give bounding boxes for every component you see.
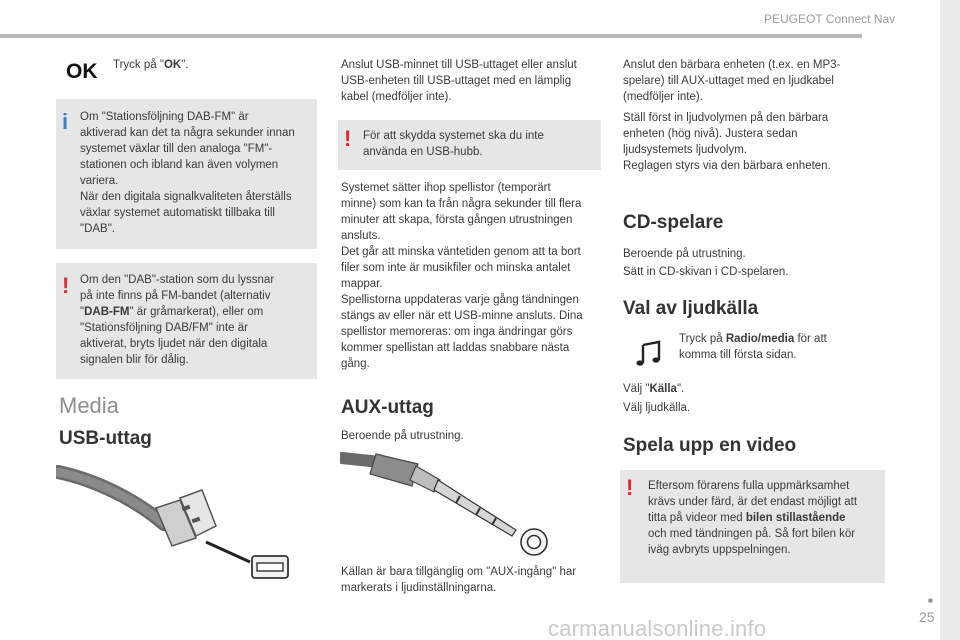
heading-source: Val av ljudkälla	[623, 298, 759, 319]
heading-video: Spela upp en video	[623, 435, 797, 456]
warning-icon: !	[62, 273, 70, 298]
source-select2-text: Välj ljudkälla.	[623, 402, 691, 414]
aux-jack-illustration	[340, 450, 554, 560]
warning-note-usb-hub	[338, 120, 601, 170]
aux-equipment-text: Beroende på utrustning.	[341, 430, 464, 442]
page-marker: ■	[928, 596, 933, 605]
warning-icon: !	[626, 475, 634, 500]
ok-instruction: Tryck på "OK".	[113, 59, 189, 71]
cd-equipment-text: Beroende på utrustning.	[623, 248, 746, 260]
usb-cable-illustration	[56, 460, 296, 584]
ok-button-icon: OK	[66, 60, 98, 83]
heading-cd: CD-spelare	[623, 212, 724, 233]
heading-usb: USB-uttag	[59, 428, 152, 449]
warning-note-text: Om den "DAB"-station som du lyssnar på inte finns på FM-bandet (alternativ "DAB-FM" är gråmarkerat), eller om "Stationsföljning DAB/FM" inte är aktiverat, bryts ljudet när den digitala signalen blir för dålig.	[80, 274, 275, 366]
page-edge-strip	[940, 0, 960, 640]
watermark: carmanualsonline.info	[548, 616, 767, 640]
music-note-icon	[634, 338, 664, 368]
info-icon: i	[62, 109, 69, 134]
section-title-media: Media	[59, 393, 119, 418]
heading-aux: AUX-uttag	[341, 397, 434, 418]
usb-intro-text: Anslut USB-minnet till USB-uttaget eller anslut USB-enheten till USB-uttaget med en lämplig kabel (medföljer inte).	[341, 59, 577, 103]
header-rule	[0, 34, 862, 38]
warning-usb-hub-text: För att skydda systemet ska du inte använda en USB-hubb.	[363, 130, 544, 158]
cd-insert-text: Sätt in CD-skivan i CD-spelaren.	[623, 266, 789, 278]
source-press-text: Tryck på Radio/media för att komma till första sidan.	[679, 333, 827, 361]
aux-connect-text: Anslut den bärbara enheten (t.ex. en MP3- spelare) till AUX-uttaget med en ljudkabel (medföljer inte).	[623, 59, 841, 103]
header-title: PEUGEOT Connect Nav	[764, 12, 896, 26]
page-number: 25	[919, 609, 935, 625]
aux-volume-text: Ställ först in ljudvolymen på den bärbara enheten (hög nivå). Justera sedan ljudsystemets ljudvolym. Reglagen styrs via den bärbara enheten.	[623, 112, 831, 172]
warning-note-dab	[56, 263, 317, 379]
info-note-text: Om "Stationsföljning DAB-FM" är aktiverad kan det ta några sekunder innan systemet växlar till den analoga "FM"- stationen och ibland kan även volymen variera. När den digitala signalkvaliteten återställs växlar systemet automatiskt tillbaka till "DAB".	[80, 111, 295, 235]
warning-note-video	[620, 470, 885, 583]
aux-available-text: Källan är bara tillgänglig om "AUX-ingång" har markerats i ljudinställningarna.	[341, 566, 577, 594]
info-note-dab	[56, 99, 317, 249]
warning-video-text: Eftersom förarens fulla uppmärksamhet krävs under färd, är det endast möjligt att titta på videor med bilen stillastående och med tändningen på. Så fort bilen kör iväg avbryts uppspelningen.	[648, 480, 858, 556]
warning-icon: !	[344, 126, 352, 151]
source-select-text: Välj "Källa".	[623, 383, 685, 395]
playlist-text: Systemet sätter ihop spellistor (temporärt minne) som kan ta från några sekunder till flera minuter att skapa, första gången utrustningen ansluts. Det går att minska väntetiden genom att ta bort filer som inte är musikfiler och minska antalet mappar. Spellistorna uppdateras varje gång tändningen stängs av eller när ett USB-minne ansluts. Dina spellistor memoreras: om inga ändringar görs kommer spellistan att laddas snabbare nästa gång.	[341, 182, 583, 370]
